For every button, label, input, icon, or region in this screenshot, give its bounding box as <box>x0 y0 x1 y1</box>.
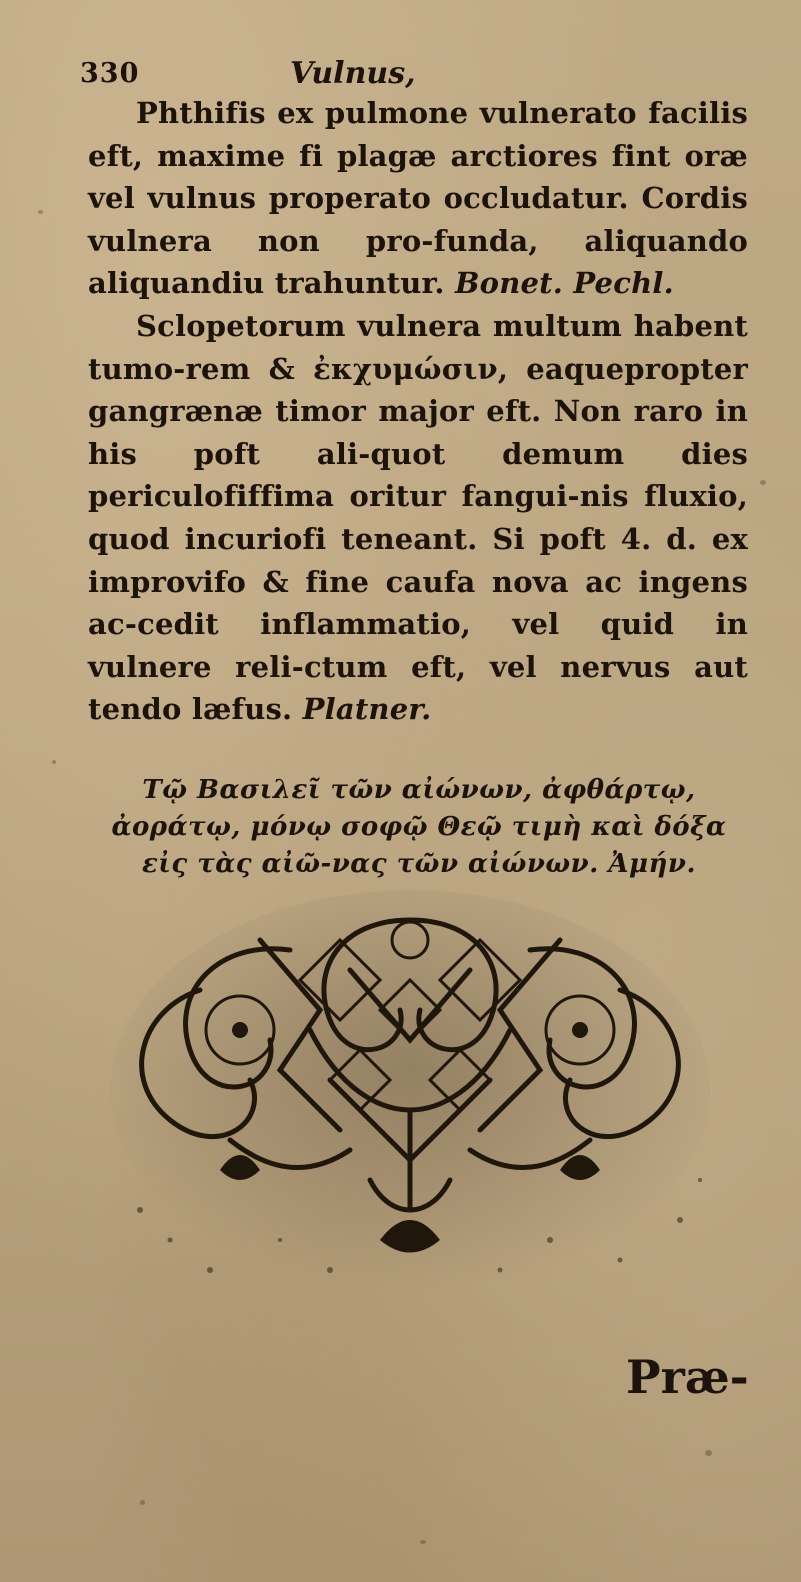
running-head: Vulnus, <box>290 56 416 91</box>
paper-speck <box>420 1540 426 1544</box>
paragraph-text: Sclopetorum vulnera multum habent tumo-rem & ἐκχυμώσιν, eaquepropter gangrænæ timor major eft. Non raro in his poft ali-quot demum dies periculofiffima oritur fangui-nis fluxio, quod incuriofi teneant. Si poft 4. d. ex improvifo & fine caufa nova ac ingens ac-cedit inflammatio, vel quid in vulnere reli-ctum eft, vel nervus aut tendo læfus. <box>88 308 748 727</box>
catchword: Præ- <box>626 1350 749 1404</box>
greek-doxology: Τῷ Βασιλεῖ τῶν αἰώνων, ἀφθάρτῳ, ἀοράτῳ, μόνῳ σοφῷ Θεῷ τιμὴ καὶ δόξα εἰς τὰς αἰῶ-νας τῶν αἰώνων. Ἀμήν. <box>111 775 727 879</box>
paragraph-sclopetorum <box>88 305 748 731</box>
latin-text-block <box>88 92 748 731</box>
page-header <box>80 52 720 92</box>
paper-speck <box>52 760 56 764</box>
paragraph-phthisis <box>88 92 748 305</box>
paper-speck <box>705 1450 712 1456</box>
paper-speck <box>38 210 43 214</box>
page-number: 330 <box>80 58 140 89</box>
tailpiece-ornament <box>80 880 740 1320</box>
paragraph-text: Phthifis ex pulmone vulnerato facilis eft, maxime fi plagæ arctiores fint oræ vel vulnus properato occludatur. Cordis vulnera non pro-funda, aliquando aliquandiu trahuntur. <box>88 96 748 301</box>
citation: Platner. <box>302 692 432 727</box>
paper-speck <box>760 480 766 485</box>
paper-speck <box>140 1500 145 1505</box>
citation: Bonet. Pechl. <box>454 266 674 301</box>
